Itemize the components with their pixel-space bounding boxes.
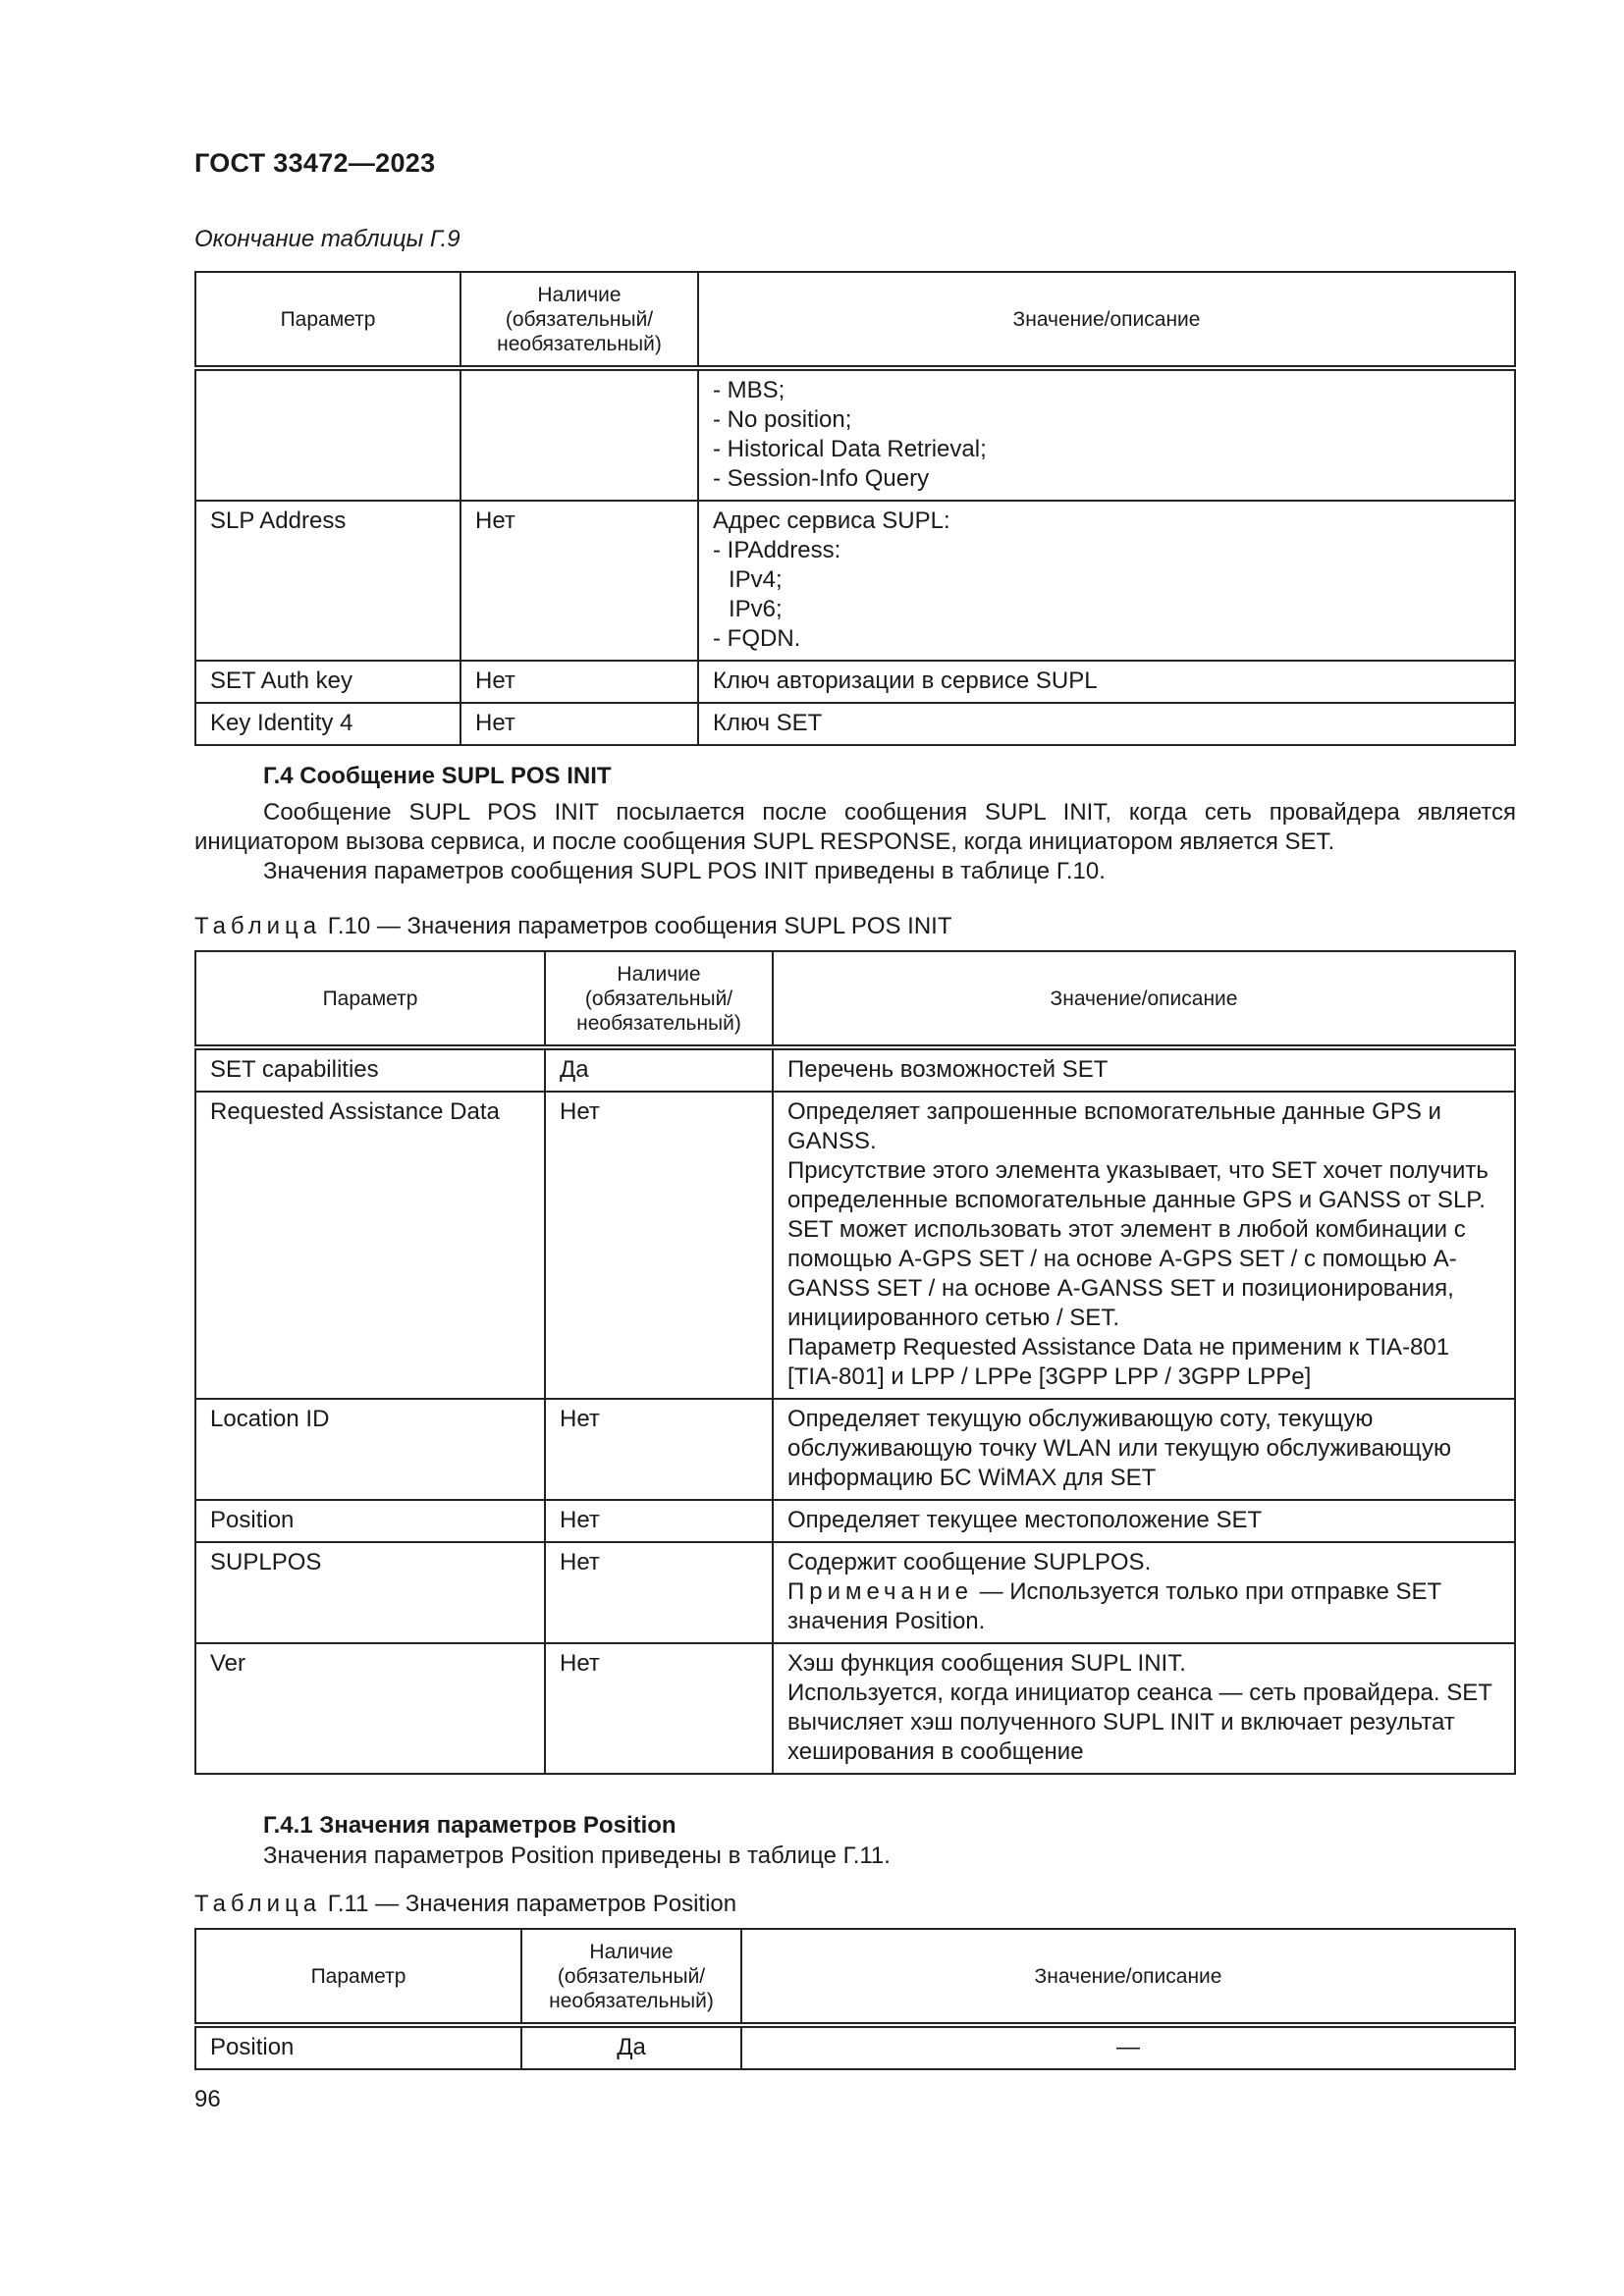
cell-presence: Да [521, 2025, 741, 2069]
cell-parameter: Position [195, 2025, 521, 2069]
section-g4-paragraph-2: Значения параметров сообщения SUPL POS INIT приведены в таблице Г.10. [263, 858, 1106, 884]
caption-table-title: Г.11 — Значения параметров Position [327, 1891, 737, 1917]
column-header-parameter: Параметр [195, 1929, 521, 2025]
section-g41-paragraph: Значения параметров Position приведены в таблице Г.11. [263, 1842, 891, 1869]
table-row [195, 2025, 1515, 2069]
cell-value: Определяет запрошенные вспомогательные данные GPS и GANSS. Присутствие этого элемента указывает, что SET хочет получить определенные вспомогательные данные GPS и GANSS от SLP. SET может использовать этот элемент в любой комбинации с помощью A-GPS SET / на основе A-GPS SET / с помощью A-GANSS SET / на основе A-GANSS SET и позиционирования, инициированного сетью / SET. Параметр Requested Assistance Data не применим к TIA-801 [TIA-801] и LPP / LPPe [3GPP LPP / 3GPP LPPe] [773, 1092, 1515, 1399]
table-g10 [194, 950, 1516, 1775]
table-row [195, 368, 1515, 501]
caption-table-word: Таблица [194, 1891, 322, 1917]
cell-parameter: SET capabilities [195, 1047, 545, 1092]
document-header: ГОСТ 33472—2023 [194, 148, 436, 178]
cell-presence: Нет [460, 501, 698, 661]
table-row [195, 1500, 1515, 1542]
cell-presence [460, 368, 698, 501]
note-text: — Используется только при отправке SET значения Position. [787, 1578, 1441, 1634]
cell-value: Ключ SET [698, 703, 1515, 745]
column-header-value: Значение/описание [773, 951, 1515, 1047]
column-header-presence: Наличие (обязательный/ необязательный) [460, 272, 698, 368]
cell-presence: Нет [460, 703, 698, 745]
cell-parameter: SET Auth key [195, 661, 460, 703]
cell-parameter: Location ID [195, 1399, 545, 1500]
column-header-value: Значение/описание [741, 1929, 1515, 2025]
column-header-value: Значение/описание [698, 272, 1515, 368]
cell-value: Хэш функция сообщения SUPL INIT. Используется, когда инициатор сеанса — сеть провайдера. SET вычисляет хэш полученного SUPL INIT и включает результат хеширования в сообщение [773, 1643, 1515, 1774]
table-g11-caption [194, 1891, 736, 1918]
cell-presence: Нет [545, 1500, 773, 1542]
cell-value: Определяет текущее местоположение SET [773, 1500, 1515, 1542]
table-continuation-label: Окончание таблицы Г.9 [194, 226, 460, 252]
cell-presence: Да [545, 1047, 773, 1092]
section-heading-g41: Г.4.1 Значения параметров Position [263, 1812, 677, 1839]
table-g11 [194, 1928, 1516, 2070]
cell-value: Перечень возможностей SET [773, 1047, 1515, 1092]
note-word: Примечание [787, 1578, 973, 1605]
table-row [195, 1542, 1515, 1643]
table-row [195, 1092, 1515, 1399]
cell-presence: Нет [460, 661, 698, 703]
page-number: 96 [194, 2086, 221, 2112]
caption-table-word: Таблица [194, 913, 322, 939]
table-row [195, 703, 1515, 745]
cell-parameter: Position [195, 1500, 545, 1542]
cell-presence: Нет [545, 1092, 773, 1399]
table-row [195, 501, 1515, 661]
table-g9 [194, 271, 1516, 746]
cell-parameter: SUPLPOS [195, 1542, 545, 1643]
cell-parameter: Key Identity 4 [195, 703, 460, 745]
cell-value: Определяет текущую обслуживающую соту, текущую обслуживающую точку WLAN или текущую обслуживающую информацию БС WiMAX для SET [773, 1399, 1515, 1500]
cell-value: Ключ авторизации в сервисе SUPL [698, 661, 1515, 703]
column-header-parameter: Параметр [195, 951, 545, 1047]
caption-table-title: Г.10 — Значения параметров сообщения SUPL POS INIT [327, 913, 952, 939]
cell-value: Содержит сообщение SUPLPOS. Примечание — Используется только при отправке SET значения Position. [773, 1542, 1515, 1643]
table-row [195, 661, 1515, 703]
table-row [195, 1399, 1515, 1500]
table-row [195, 1047, 1515, 1092]
column-header-presence: Наличие (обязательный/ необязательный) [521, 1929, 741, 2025]
section-g4-paragraph-1: Сообщение SUPL POS INIT посылается после сообщения SUPL INIT, когда сеть провайдера является инициатором вызова сервиса, и после сообщения SUPL RESPONSE, когда инициатором является SET. [194, 799, 1516, 855]
cell-presence: Нет [545, 1542, 773, 1643]
cell-parameter: Requested Assistance Data [195, 1092, 545, 1399]
cell-value: Адрес сервиса SUPL: - IPAddress: IPv4; IPv6; - FQDN. [698, 501, 1515, 661]
cell-presence: Нет [545, 1643, 773, 1774]
cell-parameter: Ver [195, 1643, 545, 1774]
cell-value: - MBS; - No position; - Historical Data Retrieval; - Session-Info Query [698, 368, 1515, 501]
cell-value: — [741, 2025, 1515, 2069]
table-row [195, 1643, 1515, 1774]
section-heading-g4: Г.4 Сообщение SUPL POS INIT [263, 763, 612, 789]
cell-parameter [195, 368, 460, 501]
table-g10-caption [194, 913, 952, 940]
cell-presence: Нет [545, 1399, 773, 1500]
column-header-presence: Наличие (обязательный/ необязательный) [545, 951, 773, 1047]
column-header-parameter: Параметр [195, 272, 460, 368]
cell-parameter: SLP Address [195, 501, 460, 661]
